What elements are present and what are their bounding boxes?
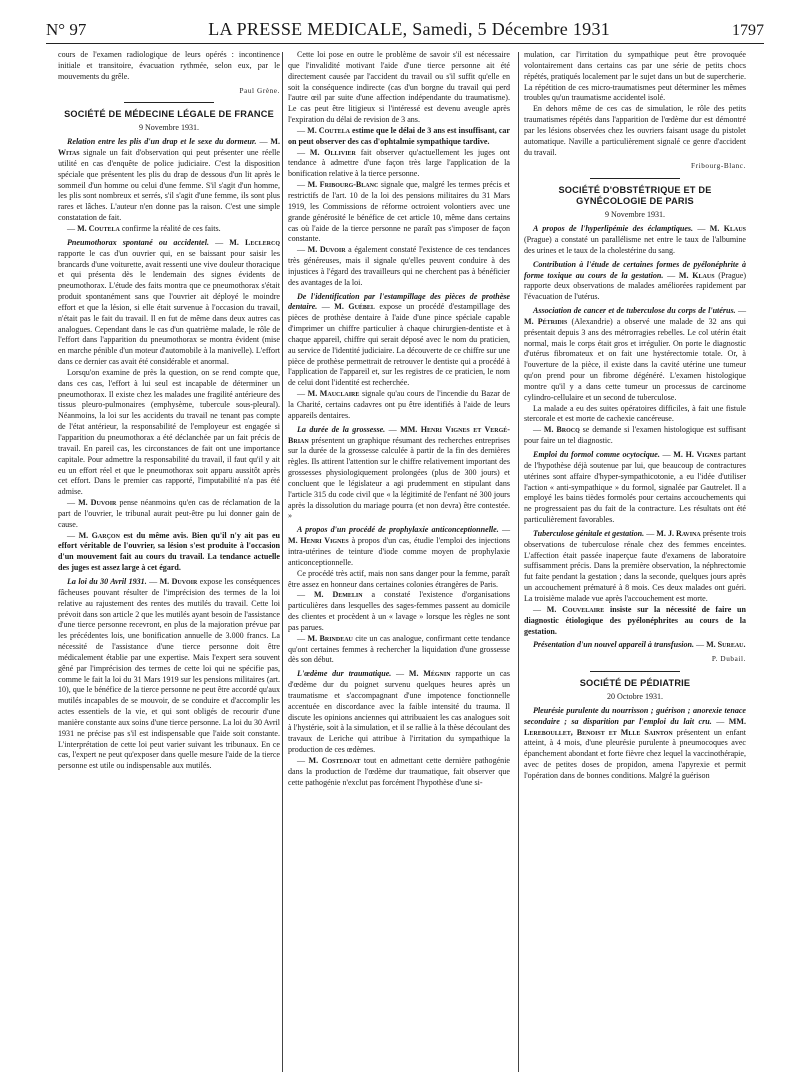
author-signature: Fribourg-Blanc.	[691, 162, 746, 171]
speaker-name: M. Brindeau	[307, 633, 353, 643]
article-heading: Pneumothorax spontané ou accidentel.	[67, 237, 209, 247]
column-2	[288, 50, 510, 789]
article-paragraph: — M. Garçon est du même avis. Bien qu'il n'y ait pas eu effort véritable de l'ouvrier, sa lésion s'est produite à l'occasion d'un mouvement fait au cours du travail. La tendance actuelle des juges est assez large à cet égard.	[58, 530, 280, 573]
article-paragraph: Lorsqu'on examine de près la question, on se rend compte que, dans ces cas, l'effort à lui seul est incapable de déterminer un pneumothorax. Il existe chez les malades une fragilité antérieure des tissus pleuro-pulmonaires (emphysème, tubercule sous-pleural). Néanmoins, la loi sur les accidents du travail ne tenant pas compte de l'état antérieur, la responsabilité de l'employeur est engagée si l'apparition du pneumothorax a été déclanchée par un fait précis de travail. En pareil cas, les circonstances de fait ont une importance capitale. Pour admettre la responsabilité du travail, il faut qu'il y ait eu un effort réel et que le pneumothorax soit apparu aussitôt après cet effort. Dans le premier cas rapporté, l'imputabilité n'a pas été admise.	[58, 367, 280, 497]
article-text: est du même avis. Bien qu'il n'y ait pas eu effort véritable de l'ouvrier, sa lésion s'est produite à l'occasion d'un mouvement fait au cours du travail. La tendance actuelle des juges est assez large à cet égard.	[58, 530, 280, 573]
article-text: signale qu'au cours de l'incendie du Bazar de la Charité, certains cadavres ont pu être identifiés à l'aide de leurs appareils dentaires.	[288, 389, 511, 420]
author-signature: Paul Grène.	[239, 86, 280, 95]
article-text: cite un cas analogue, confirmant cette tendance qu'ont certaines femmes à rechercher la liquidation d'une grossesse dès son début.	[288, 633, 510, 665]
speaker-name: M. Demelin	[313, 590, 363, 600]
article-heading: Association de cancer et de tuberculose du corps de l'utérus.	[533, 306, 736, 316]
article-heading: Contribution à l'étude de certaines formes de pyélonéphrite à forme toxique au cours de la gestation.	[524, 259, 746, 280]
column-1	[58, 50, 280, 772]
article-text: signale un fait d'observation qui peut présenter une réelle utilité en cas d'enquête de police judiciaire. C'est la disposition spéciale que présentent les plis du drap de dessous d'un lit après le sommeil d'un homme ou celui d'une femme. S'il s'agit d'un homme, les plis sont nombreux et serrés, s'il s'agit d'une femme, ils sont plus rares et lâches. L'auteur n'en donne pas la raison. C'est une simple constatation de fait.	[58, 148, 280, 223]
paragraph: cours de l'examen radiologique de leurs opérés : incontinence initiale et transitoire, évacuation rythmée, selon eux, par le mouvements du grêle.	[58, 50, 280, 81]
article-paragraph: — M. Ollivier fait observer qu'actuellement les juges ont tendance à admettre d'une façon très large l'application de la bonification relative à la tierce personne.	[288, 147, 510, 179]
article-paragraph: De l'identification par l'estampillage des pièces de prothèse dentaire. — M. Guébel expose un procédé d'estampillage des pièces de prothèse dentaire à l'aide d'une pince spéciale capable d'imprimer un chiffre particulier à chaque chirurgien-dentiste et à chaque appareil, chiffre qui serait déposé avec le nom du praticien, au service de l'identité judiciaire. La découverte de ce chiffre sur une pièce de prothèse permettrait de retrouver le dentiste qui a procédé à l'application de l'appareil et, sur les registres de ce praticien, le nom de celui dont l'identité est recherchée.	[288, 291, 510, 388]
speaker-name: M. Leclercq	[229, 237, 280, 247]
article-text: confirme la réalité de ces faits.	[121, 223, 221, 233]
article-heading: L'œdème dur traumatique.	[297, 669, 392, 679]
article-paragraph: Association de cancer et de tuberculose du corps de l'utérus. — M. Pétridis (Alexandrie) a observé une malade de 32 ans qui présentait depuis 3 ans des métrorragies rebelles. Le col utérin était normal, mais le corps était gros et irrégulier. On porte le diagnostic d'utérus fibromateux et on fait une hystérectomie totale. Or, à l'ouverture de la pièce, il existe dans la cavité utérine une tumeur qu'on prend pour un fibrome dégénéré. L'examen histologique montre qu'il y a dans cette tumeur un processus de carcinome cylindro-cellulaire et un second de tuberculose.	[524, 306, 746, 402]
speaker-name: M. Pétridis	[524, 316, 568, 326]
article-text: insiste sur la nécessité de faire un diagnostic étiologique des pyélonéphrites au cours de la gestation.	[524, 604, 747, 636]
article-heading: Tuberculose génitale et gestation.	[533, 528, 645, 538]
article-paragraph: — M. Demelin a constaté l'existence d'organisations particulières dans lesquelles des sages-femmes passent au domicile des clientes et procèdent à un « lavage » lorsque les règles ne sont pas parues.	[288, 590, 510, 632]
article-text: (Prague) a constaté un parallélisme net entre le taux de l'albumine des urines et le taux de la cholestérine du sang.	[524, 234, 746, 255]
article-heading: Relation entre les plis d'un drap et le sexe du dormeur.	[67, 137, 257, 147]
article-paragraph: — M. Costedoat tout en admettant cette dernière pathogénie dans la production de l'œdème dur traumatique, fait observer que cette pathogénie n'exclut pas forcément l'hypothèse d'une si-	[288, 756, 511, 787]
session-date: 9 Novembre 1931.	[604, 210, 666, 220]
speaker-name: M. Mauclaire	[307, 389, 360, 399]
column-divider	[282, 52, 283, 1072]
speaker-name: M. Fribourg-Blanc	[307, 180, 379, 190]
article-heading: De l'identification par l'estampillage des pièces de prothèse dentaire.	[288, 291, 510, 312]
article-text: estime que le délai de 3 ans est insuffisant, car on peut observer des cas d'ophtalmie sympathique tardive.	[288, 125, 510, 146]
article-text: (Alexandrie) a observé une malade de 32 ans qui présentait depuis 3 ans des métrorragies rebelles. Le col utérin était normal, mais le corps était gros et irrégulier. On porte le diagnostic d'utérus fibromateux et on fait une hystérectomie totale. Or, à l'ouverture de la pièce, il existe dans la cavité utérine une tumeur qu'on prend pour un fibrome dégénéré. L'examen histologique montre qu'il y a dans cette tumeur un processus de carcinome cylindro-cellulaire et un second de tuberculose.	[524, 316, 746, 402]
article-paragraph: Pneumothorax spontané ou accidentel. — M. Leclercq rapporte le cas d'un ouvrier qui, en se baissant pour saisir les brancards d'une voiturette, avait ressenti une vive douleur thoracique et qui présenta dès le lendemain des signes évidents de pneumothorax. L'étude des faits montra que ce pneumothorax s'était produit spontanément sans que l'ouvrier ait déployé le moindre effort et que la lésion, si elle était survenue à l'occasion du travail, n'était pas le fait du travail. Il en fut de même dans deux autres cas analogues. Cependant dans le cas d'un quatrième malade, le rôle de l'effort dans l'apparition du pneumothorax se montra évident (mise en marche pénible d'un moteur d'automobile à la manivelle). L'effort dans ce dernier cas avait été considérable et anormal.	[58, 237, 280, 367]
article-paragraph: La malade a eu des suites opératoires difficiles, à fait une fistule stercorale et est morte de cachexie cancéreuse.	[524, 403, 746, 424]
speaker-name: M. Ollivier	[309, 147, 356, 157]
article-text: à propos d'un cas, étudie l'emploi des injections intra-utérines de teinture d'iode comme moyen de prophylaxie anticonceptionnelle.	[288, 536, 511, 567]
speaker-name: M. J. Ravina	[656, 528, 701, 538]
column-divider	[518, 52, 519, 1072]
article-heading: Pleurésie purulente du nourrisson ; guérison ; anorexie tenace secondaire ; sa disparition par l'emploi du lait cru.	[524, 705, 746, 726]
speaker-name: M. Klaus	[709, 224, 746, 234]
article-heading: A propos d'un procédé de prophylaxie anticonceptionnelle.	[297, 525, 499, 535]
article-text: (Prague) rapporte deux observations de malades améliorées rapidement par l'évacuation de l'utérus.	[524, 270, 747, 302]
article-text: fait observer qu'actuellement les juges ont tendance à admettre d'une façon très large l'application de la bonification relative à la tierce personne.	[288, 147, 510, 179]
journal-title: LA PRESSE MEDICALE, Samedi, 5 Décembre 1931	[208, 19, 611, 39]
speaker-name: M. Coutela	[77, 223, 120, 233]
speaker-name: M. Duvoir	[78, 498, 117, 508]
article-paragraph: A propos de l'hyperlipémie des éclamptiques. — M. Klaus (Prague) a constaté un parallélisme net entre le taux de l'albumine des urines et le taux de la cholestérine du sang.	[524, 224, 746, 255]
article-paragraph: Relation entre les plis d'un drap et le sexe du dormeur. — M. Witas signale un fait d'observation qui peut présenter une réelle utilité en cas d'enquête de police judiciaire. C'est la disposition spéciale que présentent les plis du drap de dessous d'un lit après le sommeil d'un homme ou celui d'une femme. S'il s'agit d'un homme, les plis sont nombreux et serrés, s'il s'agit d'une femme, ils sont plus rares et lâches. L'auteur n'en donne pas la raison. C'est une simple constatation de fait.	[58, 137, 281, 223]
article-text: pense néanmoins qu'en cas de réclamation de la part de l'ouvrier, le tribunal aurait peut-être pu lui donner gain de cause.	[58, 498, 280, 529]
speaker-name: M. Mégnin	[408, 669, 451, 679]
society-title: SOCIÉTÉ D'OBSTÉTRIQUE ET DE GYNÉCOLOGIE DE PARIS	[558, 185, 712, 207]
article-paragraph: — M. Mauclaire signale qu'au cours de l'incendie du Bazar de la Charité, certains cadavres ont pu être identifiés à l'aide de leurs appareils dentaires.	[288, 389, 511, 420]
article-paragraph: — M. Coutela estime que le délai de 3 ans est insuffisant, car on peut observer des cas d'ophtalmie sympathique tardive.	[288, 125, 510, 146]
speaker-name: M. Couvelaire	[546, 604, 605, 614]
paragraph: En dehors même de ces cas de simulation, le rôle des petits traumatismes répétés dans l'apparition de l'œdème dur est démontré par les lésions observées chez les ouvriers faisant usage du pistolet automatique. Naville a particulièrement signalé ce genre d'accident du travail.	[524, 104, 746, 157]
article-text: présentent un enfant atteint, à 4 mois, d'une pleurésie purulente à pneumocoques avec épanchement abondant et forte fièvre chez lequel la vaccinothérapie, avec de petites doses de propidon, amena l'apyrexie et permit l'opération dans de bonnes conditions. Malgré la guérison	[524, 727, 747, 780]
article-paragraph: La loi du 30 Avril 1931. — M. Duvoir expose les conséquences fâcheuses pouvant résulter de l'imprécision des termes de la loi relative au rajustement des rentes des mutilés du travail. Cette loi prévoit dans son article 2 que les mutilés ayant besoin de l'assistance d'une tierce personne recevront, en plus de la majoration prévue par les précédentes lois, une bonification annuelle de 3.000 francs. La nécessité de l'assistance d'une tierce personne doit être médicalement établie par une expertise. Mais l'expert sera souvent gêné par l'imprécision des termes de cette loi qui ne spécifie pas, comme le fait la loi du 31 Mars 1919 sur les pensions militaires (art. 10), que le bénéfice de la tierce personne ne peut être accordé qu'aux mutilés incapables de se mouvoir, de se conduire et d'accomplir les actes essentiels de la vie, et qui sont obligés de recourir d'une manière constante aux soins d'une tierce personne. La loi du 30 Avril 1931 ne précise pas s'il est indispensable que l'aide soit constante. L'interprétation de cette loi peut varier suivant les tribunaux. En ce cas, l'expert ne peut qu'exposer dans quelle mesure l'aide de la tierce personne est utile ou indispensable aux mutilés.	[58, 576, 281, 771]
article-text: présente trois observations de tuberculose rénale chez des femmes enceintes. L'affection était passée inaperçue faute d'examens de laboratoire suffisamment précis. Dans la première observation, la néphrectomie fut faite pendant la gestation ; dans la seconde, quelques jours après un accouchement prématuré à 8 mois. Ces deux malades ont guéri. La troisième malade vue après l'accouchement est morte.	[524, 528, 746, 603]
speaker-name: M. Sureau.	[706, 640, 746, 650]
session-date: 9 Novembre 1931.	[138, 123, 200, 133]
article-text: tout en admettant cette dernière pathogénie dans la production de l'œdème dur traumatique, fait observer que cette pathogénie n'exclut pas forcément l'hypothèse d'une si-	[288, 756, 511, 787]
article-heading: La loi du 30 Avril 1931.	[67, 576, 147, 586]
speaker-name: M. Brocq	[543, 425, 580, 435]
column-3	[524, 50, 746, 782]
article-paragraph: Présentation d'un nouvel appareil à transfusion. — M. Sureau.	[533, 640, 746, 650]
article-text: expose les conséquences fâcheuses pouvant résulter de l'imprécision des termes de la loi relative au rajustement des rentes des mutilés du travail. Cette loi prévoit dans son article 2 que les mutilés ayant besoin de l'assistance d'une tierce personne recevront, en plus de la majoration prévue par les précédentes lois, une bonification annuelle de 3.000 francs. La nécessité de l'assistance d'une tierce personne doit être médicalement établie par une expertise. Mais l'expert sera souvent gêné par l'imprécision des termes de cette loi qui ne spécifie pas, comme le fait la loi du 31 Mars 1919 sur les pensions militaires (art. 10), que le bénéfice de la tierce personne ne peut être accordé qu'aux mutilés incapables de se mouvoir, de se conduire et d'accomplir les actes essentiels de la vie, et qui sont obligés de recourir d'une manière constante aux soins d'une tierce personne. La loi du 30 Avril 1931 ne précise pas s'il est indispensable que l'aide soit constante. L'interprétation de cette loi peut varier suivant les tribunaux. En ce cas, l'expert ne peut qu'exposer dans quelle mesure l'aide de la tierce personne est utile ou indispensable aux mutilés.	[58, 576, 281, 771]
article-text: expose un procédé d'estampillage des pièces de prothèse dentaire à l'aide d'une pince spéciale capable d'imprimer un chiffre particulier à chaque chirurgien-dentiste et à chaque appareil, chiffre qui serait déposé avec le nom du praticien, au service de l'identité judiciaire. La découverte de ce chiffre sur une pièce de prothèse permettrait de retrouver le dentiste qui a procédé à l'application de l'appareil et, sur les registres de ce praticien, le nom de celui dont l'identité est recherchée.	[288, 302, 510, 388]
article-paragraph: — M. Fribourg-Blanc signale que, malgré les termes précis et restrictifs de l'art. 10 de la loi des pensions militaires du 31 Mars 1919, les Commissions de réforme octroient volontiers avec une grande générosité le bénéfice de cet article 10, même dans certains cas où l'aide de la tierce personne ne paraît pas s'imposer de façon constante.	[288, 180, 511, 244]
article-paragraph: A propos d'un procédé de prophylaxie anticonceptionnelle. — M. Henri Vignes à propos d'un cas, étudie l'emploi des injections intra-utérines de teinture d'iode comme moyen de prophylaxie anticonceptionnelle.	[288, 525, 511, 567]
article-heading: A propos de l'hyperlipémie des éclamptiques.	[533, 224, 694, 234]
speaker-name: MM. Lereboullet, Benoist et Mlle Sainton	[524, 716, 746, 737]
speaker-name: M. Costedoat	[308, 756, 361, 765]
section-separator	[590, 671, 680, 672]
article-text: se demande si l'examen histologique est suffisant pour faire un tel diagnostic.	[524, 425, 746, 446]
article-paragraph: — M. Duvoir pense néanmoins qu'en cas de réclamation de la part de l'ouvrier, le tribunal aurait peut-être pu lui donner gain de cause.	[58, 498, 280, 529]
article-paragraph: Emploi du formol comme ocytocique. — M. H. Vignes partant de l'hypothèse déjà soutenue par lui, que beaucoup de contractures utérines sont affaire d'hyper-sympathicotonie, a eu l'idée d'utiliser l'action « anti-sympathique » du formol, signalée par Gautrelet. Il a employé les bains tièdes formolés pour certains accouchements qui ne progressaient pas du fait de la contracture. Les résultats ont été particulièrement favorables.	[524, 450, 746, 525]
speaker-name: M. Garçon	[78, 530, 120, 540]
speaker-name: M. Duvoir	[307, 245, 346, 255]
speaker-name: M. Witas	[58, 137, 281, 158]
speaker-name: M. Guébel	[334, 302, 375, 312]
article-text: partant de l'hypothèse déjà soutenue par lui, que beaucoup de contractures utérines sont affaire d'hyper-sympathicotonie, a eu l'idée d'utiliser l'action « anti-sympathique » du formol, signalée par Gautrelet. Il a employé les bains tièdes formolés pour certains accouchements qui ne progressaient pas du fait de la contracture. Les résultats ont été particulièrement favorables.	[524, 450, 746, 525]
masthead	[46, 14, 764, 44]
section-separator	[590, 178, 680, 179]
article-paragraph: L'œdème dur traumatique. — M. Mégnin rapporte un cas d'œdème dur du poignet survenu quelques heures après un traumatisme et s'accompagnant d'une impotence fonctionnelle accentuée en discordance avec la faible intensité du trauma. Il discute les opinions anciennes qui attribuaient les cas analogues soit à l'hystérie, soit à la simulation, et il se rallie à la thèse découlant des travaux de Leriche qui attribue à l'irritation du sympathique la production de ces œdèmes.	[288, 669, 511, 755]
speaker-name: M. Klaus	[678, 270, 715, 280]
article-paragraph: — M. Couvelaire insiste sur la nécessité de faire un diagnostic étiologique des pyélonéphrites au cours de la gestation.	[524, 604, 747, 636]
article-heading: Emploi du formol comme ocytocique.	[533, 450, 660, 459]
article-text: présentent un graphique résumant des recherches entreprises sur la durée de la grossesse calculée à partir de la fin des dernières règles. Ils attirent l'attention sur le chiffre relativement important des grossesses physiologiquement prolongées (plus de 300 jours) et concluent que le législateur a agi prudemment en stipulant dans l'article 315 du code civil que « la légitimité de l'enfant né 300 jours après la dissolution du mariage pourra (et non devra) être contestée. »	[288, 435, 510, 521]
article-paragraph: — M. Brindeau cite un cas analogue, confirmant cette tendance qu'ont certaines femmes à rechercher la liquidation d'une grossesse dès son début.	[288, 633, 510, 665]
article-text: rapporte un cas d'œdème dur du poignet survenu quelques heures après un traumatisme et s'accompagnant d'une impotence fonctionnelle accentuée en discordance avec la faible intensité du trauma. Il discute les opinions anciennes qui attribuaient les cas analogues soit à l'hystérie, soit à la simulation, et il se rallie à la thèse découlant des travaux de Leriche qui attribue à l'irritation du sympathique la production de ces œdèmes.	[288, 669, 511, 755]
society-title: SOCIÉTÉ DE PÉDIATRIE	[579, 678, 691, 689]
article-paragraph: — M. Duvoir a également constaté l'existence de ces tendances très généreuses, mais il signale qu'elles peuvent conduire à des injustices à l'égard des travailleurs qui ne cherchent pas à bénéficier des avantages de la loi.	[288, 245, 510, 287]
article-paragraph: — M. Coutela confirme la réalité de ces faits.	[67, 223, 221, 233]
section-separator	[124, 102, 214, 103]
article-paragraph: Ce procédé très actif, mais non sans danger pour la femme, paraît être assez en honneur dans certaines colonies étrangères de Paris.	[288, 568, 510, 589]
paragraph: Cette loi pose en outre le problème de savoir s'il est nécessaire que l'invalidité motivant l'aide d'une tierce personne ait été directement causée par l'accident du travail ou s'il suffit qu'elle en soit la conséquence indirecte (cas d'un borgne du travail qui perd l'autre œil par suite d'une affection indépendante du traumatisme). Le cas peut être litigieux si l'intéressé est devenu aveugle après l'expiration du délai de revision de 3 ans.	[288, 50, 510, 125]
article-paragraph: La durée de la grossesse. — MM. Henri Vignes et Vergé-Brian présentent un graphique résumant des recherches entreprises sur la durée de la grossesse calculée à partir de la fin des dernières règles. Ils attirent l'attention sur le chiffre relativement important des grossesses physiologiquement prolongées (plus de 300 jours) et concluent que le législateur a agi prudemment en stipulant dans l'article 315 du code civil que « la légitimité de l'enfant né 300 jours après la dissolution du mariage pourra (et non devra) être contestée. »	[288, 424, 510, 521]
page-number: 1797	[731, 22, 764, 39]
speaker-name: M. H. Vignes	[673, 450, 721, 459]
article-text: a constaté l'existence d'organisations particulières dans lesquelles des sages-femmes passent au domicile des clientes et procèdent à un « lavage » lorsque les règles ne sont pas parues.	[288, 590, 510, 632]
article-paragraph: Contribution à l'étude de certaines formes de pyélonéphrite à forme toxique au cours de la gestation. — M. Klaus (Prague) rapporte deux observations de malades améliorées rapidement par l'évacuation de l'utérus.	[524, 259, 747, 302]
article-text: a également constaté l'existence de ces tendances très généreuses, mais il signale qu'elles peuvent conduire à des injustices à l'égard des travailleurs qui ne cherchent pas à bénéficier des avantages de la loi.	[288, 245, 510, 287]
speaker-name: M. Duvoir	[159, 576, 198, 586]
issue-number: N° 97	[46, 20, 87, 39]
speaker-name: M. Henri Vignes	[288, 536, 349, 546]
speaker-name: M. Coutela	[307, 125, 350, 135]
session-date: 20 Octobre 1931.	[606, 692, 664, 702]
article-paragraph: — M. Brocq se demande si l'examen histologique est suffisant pour faire un tel diagnostic.	[524, 425, 746, 446]
author-signature: P. Dubail.	[711, 655, 746, 664]
article-paragraph: Pleurésie purulente du nourrisson ; guérison ; anorexie tenace secondaire ; sa disparition par l'emploi du lait cru. — MM. Lereboullet, Benoist et Mlle Sainton présentent un enfant atteint, à 4 mois, d'une pleurésie purulente à pneumocoques avec épanchement abondant et forte fièvre chez lequel la vaccinothérapie, avec de petites doses de propidon, amena l'apyrexie et permit l'opération dans de bonnes conditions. Malgré la guérison	[524, 705, 747, 780]
paragraph: mulation, car l'irritation du sympathique peut être provoquée volontairement dans certains cas par une série de petits chocs répétés, pratiqués localement par le sujet dans un but de supercherie. La répétition de ces micro-traumatismes peut déterminer les mêmes troubles qu'un traumatisme accidentel isolé.	[524, 50, 746, 103]
article-heading: La durée de la grossesse.	[297, 424, 386, 434]
article-text: rapporte le cas d'un ouvrier qui, en se baissant pour saisir les brancards d'une voiturette, avait ressenti une vive douleur thoracique et qui présenta dès le lendemain des signes évidents de pneumothorax. L'étude des faits montra que ce pneumothorax s'était produit spontanément sans que l'ouvrier ait déployé le moindre effort et que la lésion, si elle était survenue à l'occasion du travail, n'était pas le fait du travail. Il en fut de même dans deux autres cas analogues. Cependant dans le cas d'un quatrième malade, le rôle de l'effort dans l'apparition du pneumothorax se montra évident (mise en marche pénible d'un moteur d'automobile à la manivelle). L'effort dans ce dernier cas avait été considérable et anormal.	[58, 248, 280, 367]
article-heading: Présentation d'un nouvel appareil à transfusion.	[533, 640, 694, 650]
article-text: signale que, malgré les termes précis et restrictifs de l'art. 10 de la loi des pensions militaires du 31 Mars 1919, les Commissions de réforme octroient volontiers avec une grande générosité le bénéfice de cet article 10, même dans certains cas où l'aide de la tierce personne ne paraît pas s'imposer de façon constante.	[288, 180, 511, 244]
speaker-name: MM. Henri Vignes et Vergé-Brian	[288, 424, 510, 445]
article-paragraph: Tuberculose génitale et gestation. — M. J. Ravina présente trois observations de tuberculose rénale chez des femmes enceintes. L'affection était passée inaperçue faute d'examens de laboratoire suffisamment précis. Dans la première observation, la néphrectomie fut faite pendant la gestation ; dans la seconde, quelques jours après un accouchement prématuré à 8 mois. Ces deux malades ont guéri. La troisième malade vue après l'accouchement est morte.	[524, 528, 746, 603]
society-title: SOCIÉTÉ DE MÉDECINE LÉGALE DE FRANCE	[64, 109, 274, 120]
